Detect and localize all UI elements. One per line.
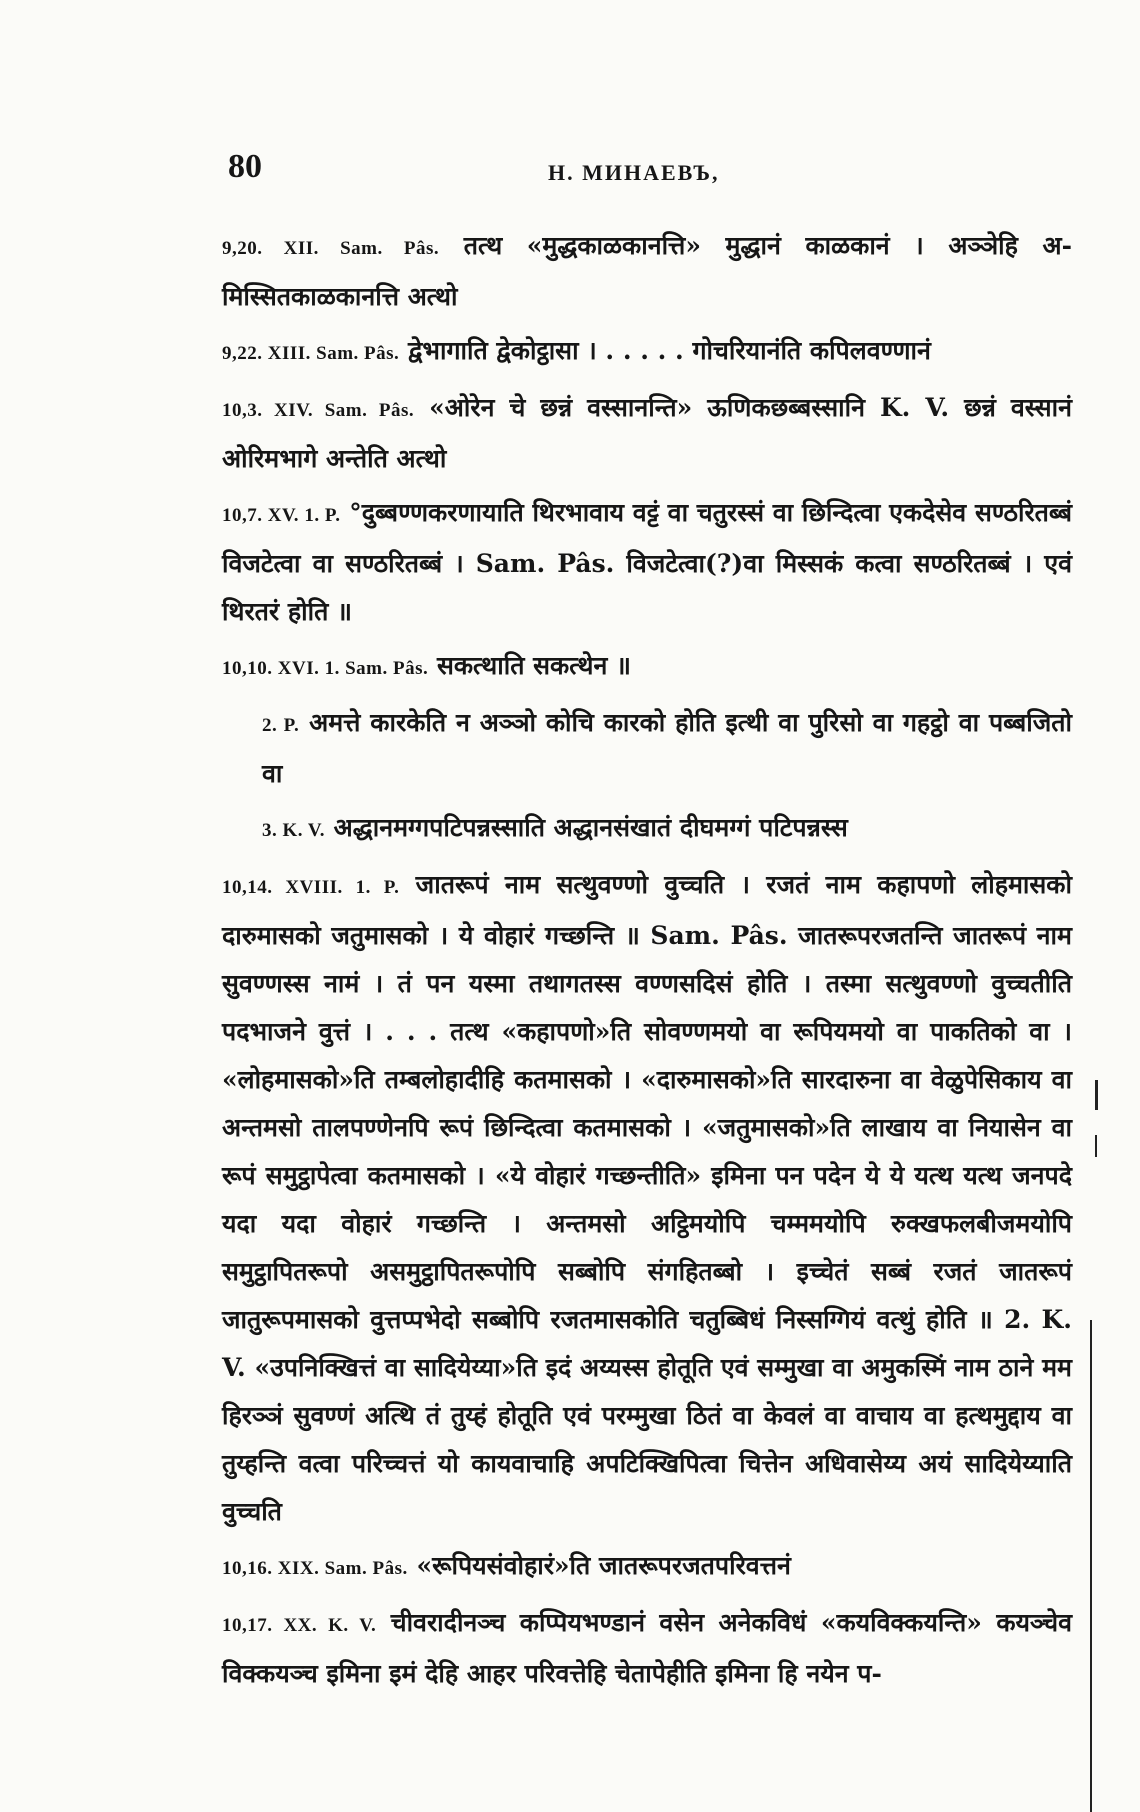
paragraph-reference: 9,20. XII. Sam. Pâs. [222, 238, 440, 259]
paragraph-reference: 10,7. XV. 1. P. [222, 505, 341, 526]
page-number: 80 [228, 148, 262, 185]
text-paragraph [222, 1599, 1072, 1698]
paragraph-reference: 9,22. XIII. Sam. Pâs. [222, 343, 400, 364]
paragraph-text: अमत्ते कारकेति न अञ्ञो कोचि कारको होति इत्थी वा पुरिसो वा गहट्ठो वा पब्बजितो वा [262, 708, 1072, 788]
paragraph-text: «ओरेन चे छन्नं वस्सानन्ति» ऊणिकछब्बस्सानि K. V. छन्नं वस्सानं ओरिमभागे अन्तेति अत्थो [222, 393, 1073, 473]
paragraph-reference: 10,10. XVI. 1. Sam. Pâs. [222, 658, 429, 679]
paragraph-text: «रूपियसंवोहारं»ति जातरूपरजतपरिवत्तनं [407, 1551, 791, 1580]
paragraph-reference: 10,16. XIX. Sam. Pâs. [222, 1558, 408, 1579]
paragraph-reference: 10,3. XIV. Sam. Pâs. [222, 400, 415, 421]
text-paragraph [222, 384, 1072, 483]
paragraph-text: अद्धानमग्गपटिपन्नस्साति अद्धानसंखातं दीघमग्गं पटिपन्नस्स [324, 813, 848, 842]
text-paragraph [222, 699, 1072, 798]
page-edge-mark [1095, 1135, 1097, 1157]
paragraph-reference: 10,17. XX. K. V. [222, 1615, 377, 1636]
paragraph-text: जातरूपं नाम सत्थुवण्णो वुच्चति । रजतं नाम कहापणो लोहमासको दारुमासको जतुमासको । ये वोहारं गच्छन्ति ॥ Sam. Pâs. जातरूपरजतन्ति जातरूपं नाम सुवण्णस्स नामं । तं पन यस्मा तथागतस्स वण्णसदिसं होति । तस्मा सत्थुवण्णो वुच्चतीति पदभाजने वुत्तं । . . . तत्थ «कहापणो»ति सोवण्णमयो वा रूपियमयो वा पाकतिको वा । «लोहमासको»ति तम्बलोहादीहि कतमासको । «दारुमासको»ति सारदारुना वा वेळुपेसिकाय वा अन्तमसो तालपण्णेनपि रूपं छिन्दित्वा कतमासको । «जतुमासको»ति लाखाय वा नियासेन वा रूपं समुट्ठापेत्वा कतमासको । «ये वोहारं गच्छन्तीति» इमिना पन पदेन ये ये यत्थ यत्थ जनपदे यदा यदा वोहारं गच्छन्ति । अन्तमसो अट्ठिमयोपि चम्ममयोपि रुक्खफलबीजमयोपि समुट्ठापितरूपो असमुट्ठापितरूपोपि सब्बोपि संगहितब्बो । इच्चेतं सब्बं रजतं जातरूपं जातुरूपमासको वुत्तप्पभेदो सब्बोपि रजतमासकोति चतुब्बिधं निस्सग्गियं वत्थुं होति ॥ 2. K. V. «उपनिक्खित्तं वा सादियेय्या»ति इदं अय्यस्स होतूति एवं सम्मुखा वा अमुकस्मिं नाम ठाने मम हिरञ्ञं सुवण्णं अत्थि तं तुय्हं होतूति एवं परम्मुखा ठितं वा केवलं वा वाचाय वा हत्थमुद्दाय वा तुय्हन्ति वत्वा परिच्चत्तं यो कायवाचाहि अपटिक्खिपित्वा चित्तेन अधिवासेय्य अयं सादियेय्याति वुच्चति [222, 870, 1072, 1526]
text-paragraph [222, 489, 1072, 636]
paragraph-reference: 3. K. V. [262, 820, 325, 841]
running-title: Н. МИНАЕВЪ, [548, 160, 720, 185]
page-edge-mark [1090, 1320, 1092, 1812]
text-paragraph [222, 327, 1072, 378]
text-paragraph [222, 804, 1072, 855]
text-paragraph [222, 861, 1072, 1536]
text-paragraph [222, 1542, 1072, 1593]
page-header [228, 148, 1008, 198]
text-paragraph [222, 222, 1072, 321]
paragraph-text: द्वेभागाति द्वेकोट्ठासा । . . . . . गोचरियानंति कपिलवण्णानं [399, 336, 931, 365]
paragraph-reference: 10,14. XVIII. 1. P. [222, 877, 400, 898]
paragraph-text: चीवरादीनञ्च कप्पियभण्डानं वसेन अनेकविधं «कयविक्कयन्ति» कयञ्चेव विक्कयञ्च इमिना इमं देहि आहर परिवत्तेहि चेतापेहीति इमिना हि नयेन प- [222, 1608, 1072, 1688]
paragraph-text: तत्थ «मुद्धकाळकानत्ति» मुद्धानं काळकानं । अञ्ञेहि अ-मिस्सितकाळकानत्ति अत्थो [222, 231, 1072, 311]
paragraph-text: °दुब्बण्णकरणायाति थिरभावाय वट्टं वा चतुरस्सं वा छिन्दित्वा एकदेसेव सण्ठरितब्बं विजटेत्वा वा सण्ठरितब्बं । Sam. Pâs. विजटेत्वा(?)वा मिस्सकं कत्वा सण्ठरितब्बं । एवं थिरतरं होति ॥ [222, 498, 1072, 626]
paragraph-reference: 2. P. [262, 715, 300, 736]
page-edge-mark [1095, 1080, 1098, 1110]
paragraph-text: सकत्थाति सकत्थेन ॥ [428, 651, 631, 680]
text-paragraph [222, 642, 1072, 693]
main-text [222, 222, 1072, 1704]
